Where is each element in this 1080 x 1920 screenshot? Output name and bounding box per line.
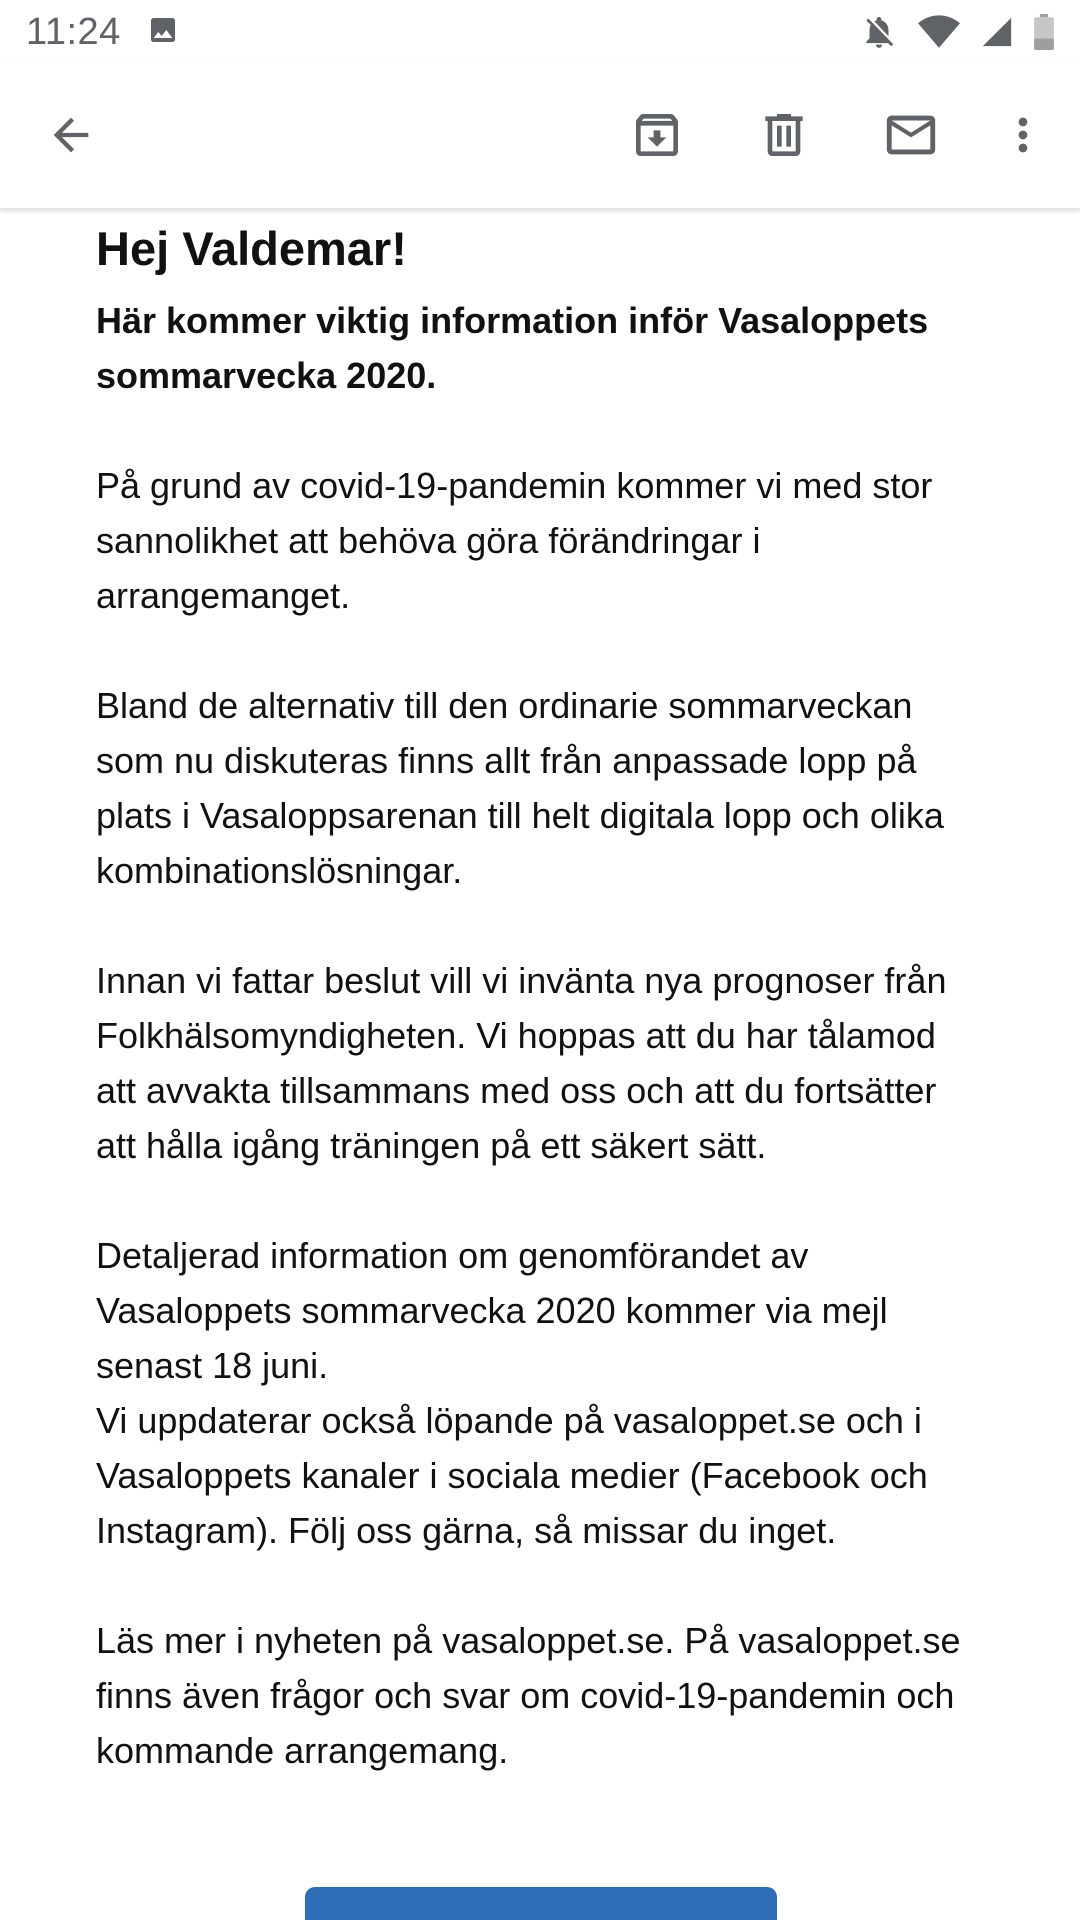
archive-icon [629,107,685,168]
email-greeting: Hej Valdemar! [96,222,407,275]
email-body [0,212,1080,1920]
battery-icon [1034,14,1054,50]
email-paragraph: Innan vi fattar beslut vill vi invänta nya prognoser från Folkhälsomyndigheten. Vi hoppas att du har tålamod att avvakta tillsammans med oss och att du fortsätter att hålla igång träningen på ett säkert sätt. [96,960,947,1166]
read-more-button[interactable] [305,1887,777,1920]
back-button[interactable] [16,64,126,210]
back-arrow-icon [45,109,97,166]
email-paragraph: Bland de alternativ till den ordinarie sommarveckan som nu diskuteras finns allt från anpassade lopp på plats i Vasaloppsarenan till helt digitala lopp och olika kombinationslösningar. [96,685,944,891]
email-paragraph: Läs mer i nyheten på vasaloppet.se. På vasaloppet.se finns även frågor och svar om covid-19-pandemin och kommande arrangemang. [96,1620,961,1771]
bell-off-icon [860,13,898,51]
status-time: 11:24 [26,10,121,53]
email-paragraph: Detaljerad information om genomförandet av Vasaloppets sommarvecka 2020 kommer via mejl senast 18 juni. [96,1235,888,1386]
status-bar [0,0,1080,64]
wifi-icon [918,14,960,50]
status-left [26,11,179,54]
image-icon [147,14,179,51]
status-right [860,13,1054,51]
archive-button[interactable] [602,64,712,210]
delete-icon [756,107,812,168]
more-options-button[interactable] [968,64,1078,210]
signal-icon [980,15,1014,49]
email-paragraph: Vi uppdaterar också löpande på vasaloppet.se och i Vasaloppets kanaler i sociala medier (Facebook och Instagram). Följ oss gärna, så missar du inget. [96,1400,928,1551]
more-vert-icon [997,109,1049,166]
email-intro: Här kommer viktig information inför Vasaloppets sommarvecka 2020. [96,300,929,396]
mark-unread-button[interactable] [856,64,966,210]
email-toolbar [0,64,1080,210]
delete-button[interactable] [729,64,839,210]
mail-icon [882,106,940,169]
email-paragraph: På grund av covid-19-pandemin kommer vi med stor sannolikhet att behöva göra förändringar i arrangemanget. [96,465,933,616]
